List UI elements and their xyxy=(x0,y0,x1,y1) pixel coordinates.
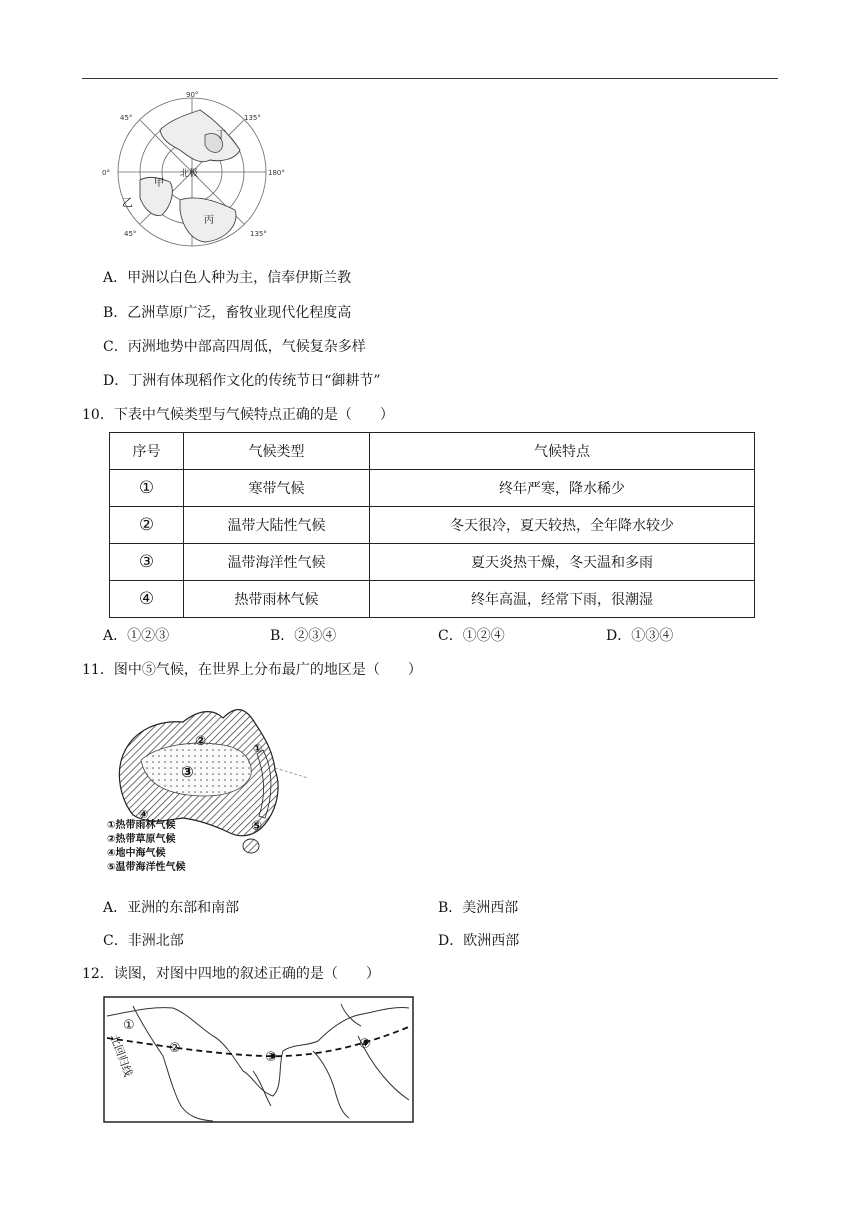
table-header-row xyxy=(110,433,755,470)
q11-option-a[interactable]: A．亚洲的东部和南部 xyxy=(103,900,240,916)
point-label-3: ③ xyxy=(265,1050,277,1065)
row-index: ④ xyxy=(110,581,184,618)
continent-label-bing: 丙 xyxy=(204,215,214,226)
point-label-4: ④ xyxy=(359,1037,371,1052)
point-label-2: ② xyxy=(169,1041,181,1056)
north-pole-label: 北极 xyxy=(180,169,199,179)
region-label-2: ② xyxy=(195,734,207,749)
region-label-4: ④ xyxy=(139,808,149,821)
q9-option-c[interactable]: C．丙洲地势中部高四周低，气候复杂多样 xyxy=(103,339,366,355)
polar-map xyxy=(100,90,290,260)
table-row xyxy=(110,544,755,581)
table-row xyxy=(110,470,755,507)
q9-option-b[interactable]: B．乙洲草原广泛，畜牧业现代化程度高 xyxy=(103,305,352,321)
lon-label-45-bottom: 45° xyxy=(124,230,137,238)
q12-stem: 12．读图，对图中四地的叙述正确的是（ ） xyxy=(82,966,380,982)
lon-label-180: 180° xyxy=(268,169,285,177)
table-row xyxy=(110,507,755,544)
header-index: 序号 xyxy=(110,433,184,470)
legend-item-1: ①热带雨林气候 xyxy=(107,820,176,831)
q10-option-b[interactable]: B．②③④ xyxy=(270,628,337,644)
q9-option-d[interactable]: D．丁洲有体现稻作文化的传统节日“御耕节” xyxy=(103,373,381,389)
row-type: 温带海洋性气候 xyxy=(184,544,370,581)
region-label-3: ③ xyxy=(181,763,194,781)
row-feature: 终年严寒，降水稀少 xyxy=(370,470,755,507)
region-label-5: ⑤ xyxy=(251,819,263,834)
lon-label-45-top: 45° xyxy=(120,114,133,122)
row-feature: 夏天炎热干燥，冬天温和多雨 xyxy=(370,544,755,581)
row-type: 寒带气候 xyxy=(184,470,370,507)
legend-item-2: ②热带草原气候 xyxy=(107,834,176,845)
q11-option-d[interactable]: D．欧洲西部 xyxy=(438,933,520,949)
table-row xyxy=(110,581,755,618)
tropic-map xyxy=(103,996,415,1124)
tropic-line-label: 北回归线 xyxy=(107,1032,135,1079)
continent-label-yi: 乙 xyxy=(122,196,133,209)
q11-stem: 11．图中⑤气候，在世界上分布最广的地区是（ ） xyxy=(82,662,422,678)
row-type: 热带雨林气候 xyxy=(184,581,370,618)
lon-label-135-bottom: 135° xyxy=(250,230,267,238)
lon-label-135-top: 135° xyxy=(244,114,261,122)
continent-label-jia: 甲 xyxy=(154,178,164,189)
climate-table xyxy=(109,432,755,618)
legend-item-4: ④地中海气候 xyxy=(107,848,166,859)
q10-option-d[interactable]: D．①③④ xyxy=(606,628,674,644)
q10-option-a[interactable]: A．①②③ xyxy=(103,628,170,644)
q10-option-c[interactable]: C．①②④ xyxy=(438,628,505,644)
continent-label-ding: 丁 xyxy=(216,130,226,141)
row-index: ③ xyxy=(110,544,184,581)
header-rule xyxy=(82,78,778,79)
region-label-1: ① xyxy=(253,742,263,755)
lon-label-90: 90° xyxy=(186,91,199,99)
q9-option-a[interactable]: A．甲洲以白色人种为主，信奉伊斯兰教 xyxy=(103,270,352,286)
row-index: ① xyxy=(110,470,184,507)
header-feature: 气候特点 xyxy=(370,433,755,470)
legend-item-5: ⑤温带海洋性气候 xyxy=(107,862,186,873)
point-label-1: ① xyxy=(123,1018,135,1033)
lon-label-0: 0° xyxy=(102,169,110,177)
row-feature: 终年高温，经常下雨，很潮湿 xyxy=(370,581,755,618)
row-feature: 冬天很冷，夏天较热，全年降水较少 xyxy=(370,507,755,544)
q10-stem: 10．下表中气候类型与气候特点正确的是（ ） xyxy=(82,407,394,423)
q11-option-c[interactable]: C．非洲北部 xyxy=(103,933,184,949)
header-type: 气候类型 xyxy=(184,433,370,470)
row-type: 温带大陆性气候 xyxy=(184,507,370,544)
q11-option-b[interactable]: B．美洲西部 xyxy=(438,900,519,916)
australia-climate-map xyxy=(103,700,313,880)
row-index: ② xyxy=(110,507,184,544)
